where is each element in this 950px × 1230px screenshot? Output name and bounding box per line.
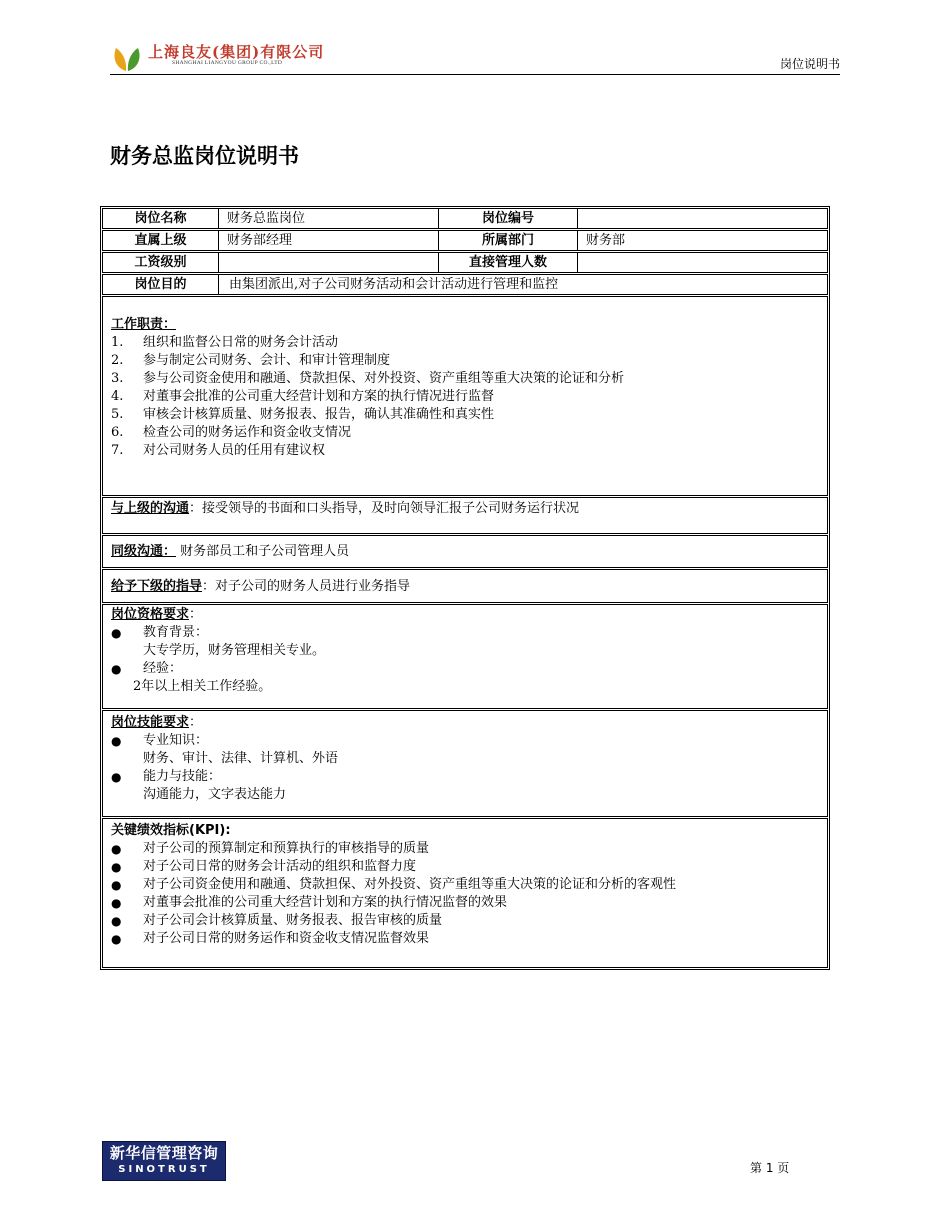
table-row	[102, 208, 828, 229]
page-header	[110, 40, 840, 75]
item-text: 对董事会批准的公司重大经营计划和方案的执行情况进行监督	[143, 389, 495, 404]
downward-guidance-label: 给予下级的指导	[111, 579, 203, 594]
bullet-icon: ●	[111, 896, 122, 910]
department-label: 所属部门	[439, 231, 578, 250]
item-number: 7.	[111, 443, 124, 458]
experience-label: 经验：	[143, 661, 183, 676]
knowledge-label: 专业知识：	[143, 733, 209, 748]
purpose-value: 由集团派出,对子公司财务活动和会计活动进行管理和监控	[229, 277, 559, 292]
list-item	[111, 624, 819, 642]
list-item	[111, 660, 819, 678]
list-item	[111, 930, 819, 948]
bullet-icon: ●	[111, 626, 122, 640]
department-value: 财务部	[586, 233, 626, 248]
downward-guidance	[102, 569, 828, 603]
table-row	[102, 252, 828, 273]
item-number: 4.	[111, 389, 124, 404]
skills-section	[102, 710, 828, 817]
direct-reports-label: 直接管理人数	[439, 253, 578, 272]
duties-section	[102, 296, 828, 496]
list-item	[111, 858, 819, 876]
duties-list	[111, 334, 819, 460]
item-text: 对公司财务人员的任用有建议权	[143, 443, 326, 458]
item-number: 3.	[111, 371, 124, 386]
sinotrust-logo-en: SINOTRUST	[118, 1164, 210, 1175]
bullet-icon: ●	[111, 914, 122, 928]
list-item	[111, 840, 819, 858]
job-description-table	[100, 206, 830, 970]
page-title: 财务总监岗位说明书	[110, 144, 299, 168]
sinotrust-logo	[102, 1141, 226, 1181]
doc-type-label: 岗位说明书	[779, 57, 840, 71]
skills-colon: ：	[189, 715, 203, 730]
qualifications-colon: ：	[189, 607, 203, 622]
table-row	[102, 230, 828, 251]
list-item	[111, 876, 819, 894]
peer-communication-label: 同级沟通：	[111, 544, 177, 559]
bullet-icon: ●	[111, 734, 122, 748]
purpose-label: 岗位目的	[103, 275, 219, 294]
item-text: 组织和监督公日常的财务会计活动	[143, 335, 339, 350]
superior-value: 财务部经理	[219, 231, 439, 250]
list-item	[111, 424, 819, 442]
duties-heading: 工作职责：	[111, 317, 177, 332]
bullet-icon: ●	[111, 842, 122, 856]
position-code-label: 岗位编号	[439, 209, 578, 228]
leaf-logo-icon	[112, 44, 142, 72]
bullet-icon: ●	[111, 770, 122, 784]
knowledge-text: 财务、审计、法律、计算机、外语	[143, 751, 339, 766]
list-item	[111, 768, 819, 786]
bullet-icon: ●	[111, 662, 122, 676]
list-item	[111, 912, 819, 930]
list-item	[111, 352, 819, 370]
list-item	[111, 334, 819, 352]
list-item	[111, 406, 819, 424]
upward-communication	[102, 497, 828, 534]
item-number: 6.	[111, 425, 124, 440]
kpi-text: 对子公司会计核算质量、财务报表、报告审核的质量	[143, 913, 443, 928]
kpi-section	[102, 818, 828, 968]
direct-reports-value	[578, 253, 827, 272]
company-name-cn: 上海良友(集团)有限公司	[148, 43, 325, 61]
downward-guidance-text: ：对子公司的财务人员进行业务指导	[202, 579, 411, 594]
position-name-value: 财务总监岗位	[219, 209, 439, 228]
qualifications-section	[102, 604, 828, 709]
position-code-value	[578, 209, 827, 228]
upward-communication-label: 与上级的沟通	[111, 501, 190, 516]
item-text: 参与制定公司财务、会计、和审计管理制度	[143, 353, 391, 368]
salary-grade-label: 工资级别	[103, 253, 219, 272]
page-number: 第 1 页	[750, 1161, 790, 1175]
education-label: 教育背景：	[143, 625, 209, 640]
item-text: 检查公司的财务运作和资金收支情况	[143, 425, 352, 440]
bullet-icon: ●	[111, 860, 122, 874]
list-item	[111, 370, 819, 388]
peer-communication-text: 财务部员工和子公司管理人员	[176, 544, 350, 559]
education-text: 大专学历，财务管理相关专业。	[143, 643, 326, 658]
list-item	[111, 388, 819, 406]
table-row	[102, 274, 828, 295]
company-logo	[112, 44, 324, 72]
position-name-label: 岗位名称	[103, 209, 219, 228]
kpi-text: 对董事会批准的公司重大经营计划和方案的执行情况监督的效果	[143, 895, 508, 910]
item-text: 审核会计核算质量、财务报表、报告，确认其准确性和真实性	[143, 407, 495, 422]
kpi-text: 对子公司日常的财务运作和资金收支情况监督效果	[143, 931, 430, 946]
kpi-text: 对子公司资金使用和融通、贷款担保、对外投资、资产重组等重大决策的论证和分析的客观性	[143, 877, 677, 892]
list-item	[111, 442, 819, 460]
ability-text: 沟通能力，文字表达能力	[143, 787, 287, 802]
salary-grade-value	[219, 253, 439, 272]
skills-heading: 岗位技能要求	[111, 715, 190, 730]
item-text: 参与公司资金使用和融通、贷款担保、对外投资、资产重组等重大决策的论证和分析	[143, 371, 625, 386]
kpi-text: 对子公司的预算制定和预算执行的审核指导的质量	[143, 841, 430, 856]
list-item	[111, 894, 819, 912]
ability-label: 能力与技能：	[143, 769, 222, 784]
list-item	[111, 732, 819, 750]
qualifications-heading: 岗位资格要求	[111, 607, 190, 622]
item-number: 2.	[111, 353, 124, 368]
kpi-heading: 关键绩效指标(KPI):	[111, 823, 231, 838]
superior-label: 直属上级	[103, 231, 219, 250]
sinotrust-logo-cn: 新华信管理咨询	[109, 1144, 219, 1162]
item-number: 5.	[111, 407, 124, 422]
company-name-en: SHANGHAI LIANGYOU GROUP CO.,LTD	[172, 60, 283, 66]
item-number: 1.	[111, 335, 124, 350]
peer-communication	[102, 535, 828, 568]
kpi-text: 对子公司日常的财务会计活动的组织和监督力度	[143, 859, 417, 874]
bullet-icon: ●	[111, 878, 122, 892]
experience-text: 2年以上相关工作经验。	[133, 679, 272, 694]
upward-communication-text: ：接受领导的书面和口头指导，及时向领导汇报子公司财务运行状况	[189, 501, 580, 516]
bullet-icon: ●	[111, 932, 122, 946]
